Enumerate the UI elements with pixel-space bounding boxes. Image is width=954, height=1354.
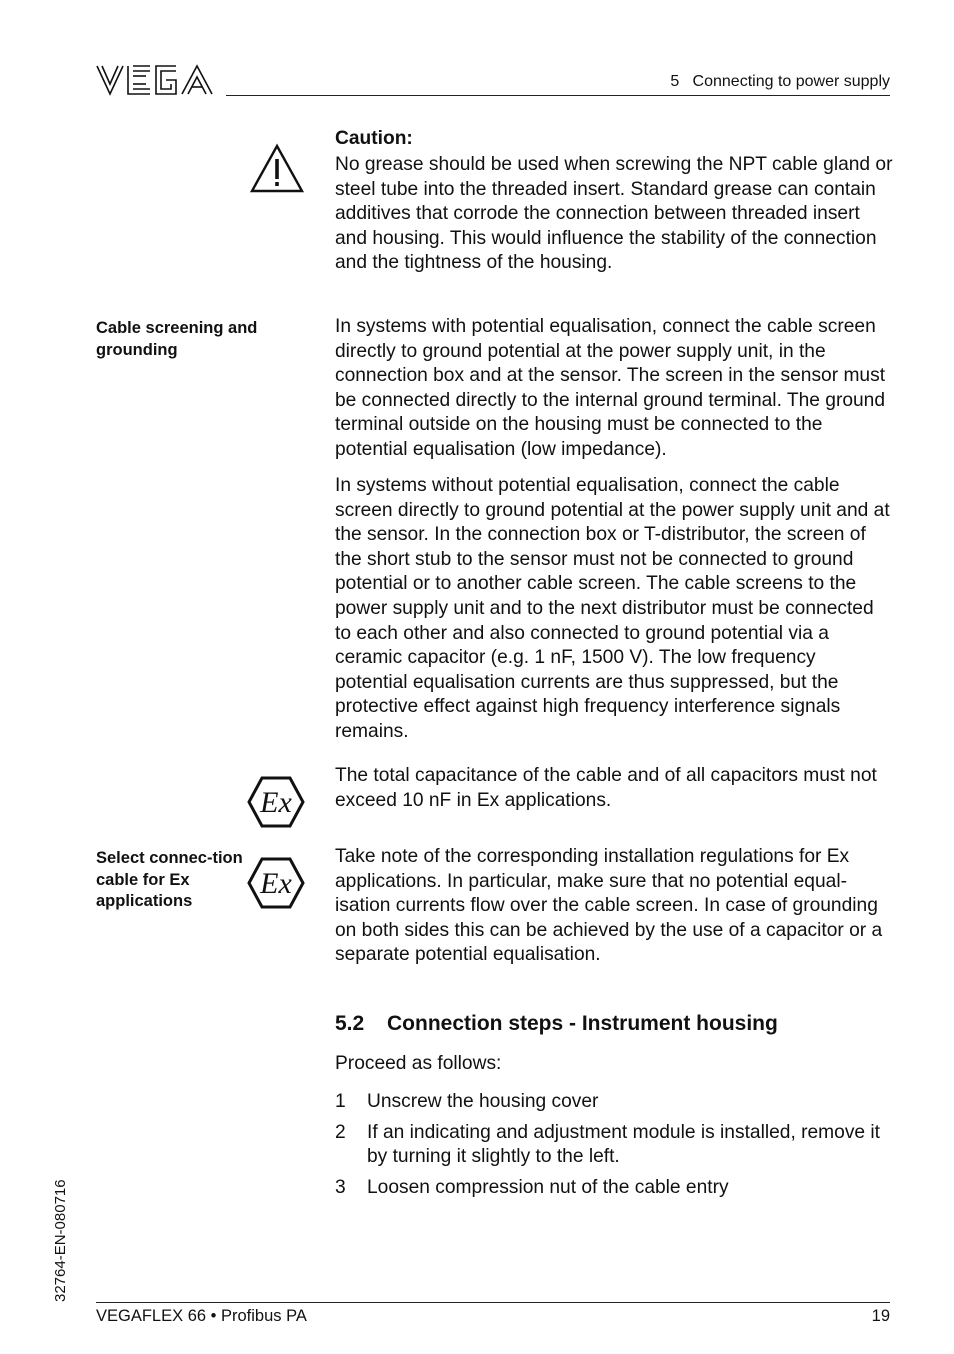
cable-screening-label: Cable screening and grounding [96, 319, 258, 359]
section-heading [335, 1012, 778, 1036]
step-text: Unscrew the housing cover [367, 1091, 599, 1112]
ex-hexagon-icon [247, 776, 305, 828]
steps-list [335, 1090, 895, 1206]
ex-hexagon-icon [247, 857, 305, 909]
header-rule [226, 95, 890, 96]
section-intro: Proceed as follows: [335, 1053, 502, 1074]
footer-product: VEGAFLEX 66 • Profibus PA [96, 1307, 307, 1325]
step-number: 3 [335, 1176, 346, 1198]
select-cable-label: Select connec-tion cable for Ex applications [96, 849, 243, 910]
select-cable-text: Take note of the corresponding installation regulations for Ex applications. In particular, make sure that no potential equal-isation currents flow over the cable screen. In case of grounding on both sides this can be achieved by the use of a capacitor or a separate potential equalisation. [335, 846, 883, 966]
list-item [335, 1176, 895, 1201]
header-section-title: 5 Connecting to power supply [670, 73, 890, 90]
vega-logo [96, 62, 214, 98]
caution-text: No grease should be used when screwing the NPT cable gland or steel tube into the threaded insert. Standard grease can contain additives that corrode the connection between threaded insert and housing. This would influence the stability of the connection and the tightness of the housing. [335, 154, 893, 274]
cable-screening-paragraph-1: In systems with potential equalisation, connect the cable screen directly to ground potential at the power supply unit, in the connection box and at the sensor. The screen in the sensor must be connected directly to the internal ground terminal. The ground terminal outside on the housing must be connected to the potential equalisation (low impedance). [335, 316, 886, 460]
list-item [335, 1090, 895, 1115]
section-title: Connection steps - Instrument housing [387, 1012, 778, 1035]
page-number: 19 [871, 1307, 890, 1325]
step-text: If an indicating and adjustment module is installed, remove it by turning it slightly to the left. [367, 1121, 881, 1168]
footer-rule [96, 1302, 890, 1303]
list-item [335, 1121, 895, 1170]
step-number: 2 [335, 1121, 346, 1143]
svg-text:Ex: Ex [260, 786, 292, 819]
svg-text:Ex: Ex [260, 867, 292, 900]
step-number: 1 [335, 1091, 346, 1112]
document-id: 32764-EN-080716 [52, 1179, 69, 1302]
caution-title: Caution: [335, 128, 413, 149]
cable-screening-paragraph-2: In systems without potential equalisation, connect the cable screen directly to ground potential at the power supply unit and at the sensor. In the connection box or T-distributor, the screen of the short stub to the sensor must not be connected to ground potential or to another cable screen. The cable screens to the power supply unit and to the next distributor must be connected to each other and also connected to ground potential via a ceramic capacitor (e.g. 1 nF, 1500 V). The low frequency potential equalisation currents are thus suppressed, but the protective effect against high frequency interference signals remains. [335, 475, 890, 742]
ex-capacitance-note: The total capacitance of the cable and of all capacitors must not exceed 10 nF in Ex applications. [335, 765, 877, 811]
warning-triangle-icon [249, 143, 305, 195]
step-text: Loosen compression nut of the cable entry [367, 1176, 729, 1198]
section-number: 5.2 [335, 1012, 365, 1035]
